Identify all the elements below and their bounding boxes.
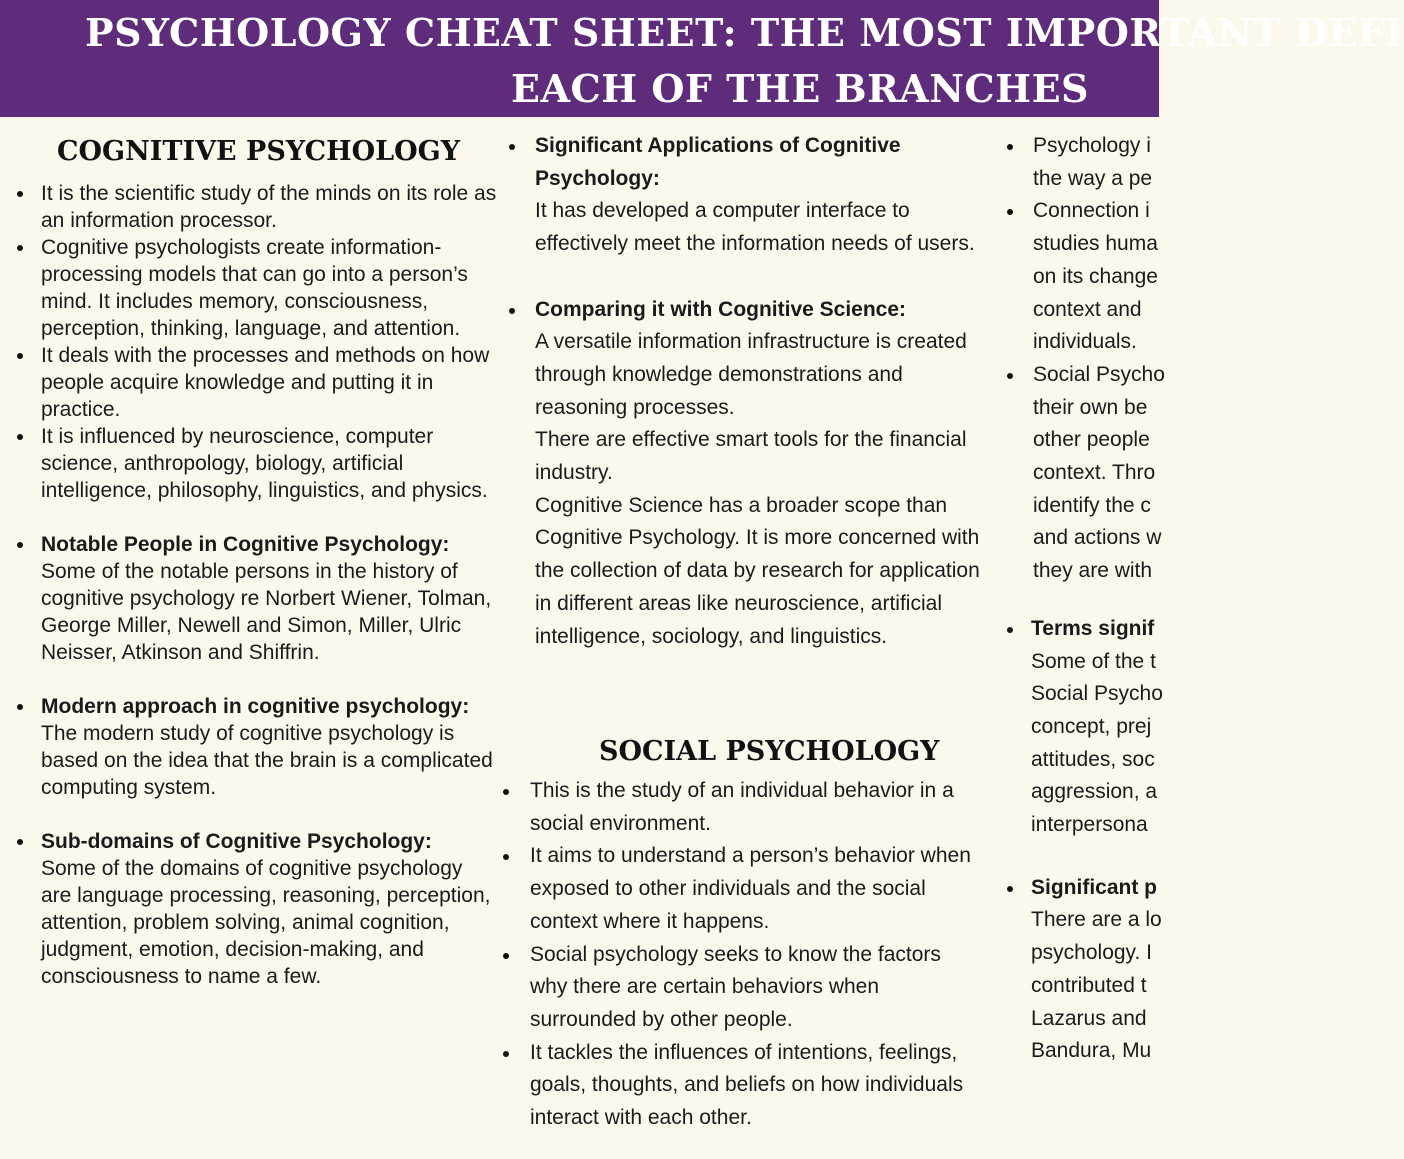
list-item: It tackles the influences of intentions, feelings, goals, thoughts, and beliefs on how individuals interact with each other. <box>503 1037 983 1135</box>
bullet-icon <box>17 434 23 440</box>
modern-approach-text: The modern study of cognitive psychology is based on the idea that the brain is a complicated computing system. <box>41 722 493 799</box>
subdomains-item <box>17 828 497 990</box>
bullet-icon <box>17 191 23 197</box>
bullet-icon <box>503 953 509 959</box>
bullet-icon <box>503 1051 509 1057</box>
list-item: It is influenced by neuroscience, computer science, anthropology, biology, artificial intelligence, philosophy, linguistics, and physics. <box>17 423 497 504</box>
subdomains-text: Some of the domains of cognitive psychology are language processing, reasoning, perception, attention, problem solving, animal cognition, judgment, emotion, decision-making, and consciousness to name a few. <box>41 857 491 988</box>
cognitive-psychology-title: COGNITIVE PSYCHOLOGY <box>57 136 460 167</box>
list-item: Connection i studies huma on its change context and individuals. <box>1007 195 1307 359</box>
applications-text: It has developed a computer interface to effectively meet the information needs of users. <box>535 199 975 256</box>
notable-people-text: Some of the notable persons in the history of cognitive psychology re Norbert Wiener, Tolman, George Miller, Newell and Simon, Miller, Ulric Neisser, Atkinson and Shiffrin. <box>41 560 492 664</box>
page-title-line-1: PSYCHOLOGY CHEAT SHEET: THE MOST IMPORTANT DEFI <box>85 10 1404 55</box>
bullet-icon <box>503 789 509 795</box>
bullet-icon <box>1007 209 1013 215</box>
page-title-line-2: EACH OF THE BRANCHES <box>511 66 1089 111</box>
list-item: It is the scientific study of the minds on its role as an information processor. <box>17 180 497 234</box>
bullet-icon <box>509 144 515 150</box>
significant-people-heading: Significant p <box>1031 875 1157 899</box>
list-item: Cognitive psychologists create information-processing models that can go into a person’s mind. It includes memory, consciousness, perception, thinking, language, and attention. <box>17 234 497 342</box>
bullet-icon <box>17 542 23 548</box>
modern-approach-heading: Modern approach in cognitive psychology: <box>41 695 470 718</box>
applications-heading: Significant Applications of Cognitive Psychology: <box>535 134 901 190</box>
cognitive-column <box>17 180 497 990</box>
social-column <box>503 775 983 1135</box>
bullet-icon <box>17 245 23 251</box>
bullet-icon <box>1007 627 1013 633</box>
list-item: It aims to understand a person’s behavior when exposed to other individuals and the social context where it happens. <box>503 840 983 938</box>
subdomains-heading: Sub-domains of Cognitive Psychology: <box>41 830 432 853</box>
comparing-item <box>509 294 989 654</box>
applications-column <box>509 130 989 653</box>
bullet-icon <box>509 308 515 314</box>
notable-people-heading: Notable People in Cognitive Psychology: <box>41 533 450 556</box>
significant-people-item: Significant p There are a lo psychology. I contributed t Lazarus and Bandura, Mu <box>1007 872 1307 1068</box>
applications-item <box>509 130 989 261</box>
list-item: Social psychology seeks to know the factors why there are certain behaviors when surrounded by other people. <box>503 939 983 1037</box>
terms-item: Terms signif Some of the t Social Psycho concept, prej attitudes, soc aggression, a interpersona <box>1007 613 1307 842</box>
bullet-icon <box>1007 373 1013 379</box>
bullet-icon <box>1007 886 1013 892</box>
social-continued-column <box>1007 130 1165 1159</box>
list-item: Social Psycho their own be other people context. Thro identify the c and actions w they are with <box>1007 359 1307 588</box>
modern-approach-item <box>17 693 497 801</box>
bullet-icon <box>503 854 509 860</box>
comparing-text-2: There are effective smart tools for the financial industry. <box>535 428 967 485</box>
terms-heading: Terms signif <box>1031 616 1155 640</box>
bullet-icon <box>17 704 23 710</box>
bullet-icon <box>1007 144 1013 150</box>
list-item: This is the study of an individual behavior in a social environment. <box>503 775 983 840</box>
notable-people-item <box>17 531 497 666</box>
comparing-heading: Comparing it with Cognitive Science: <box>535 297 907 321</box>
list-item: Psychology i the way a pe <box>1007 130 1307 195</box>
comparing-text-1: A versatile information infrastructure is created through knowledge demonstrations and reasoning processes. <box>535 330 967 419</box>
social-psychology-title: SOCIAL PSYCHOLOGY <box>599 736 940 767</box>
bullet-icon <box>17 839 23 845</box>
comparing-text-3: Cognitive Science has a broader scope than Cognitive Psychology. It is more concerned with the collection of data by research for application in different areas like neuroscience, artificial intelligence, sociology, and linguistics. <box>535 493 980 648</box>
list-item: It deals with the processes and methods on how people acquire knowledge and putting it in practice. <box>17 342 497 423</box>
bullet-icon <box>17 353 23 359</box>
header-banner <box>0 0 1404 117</box>
